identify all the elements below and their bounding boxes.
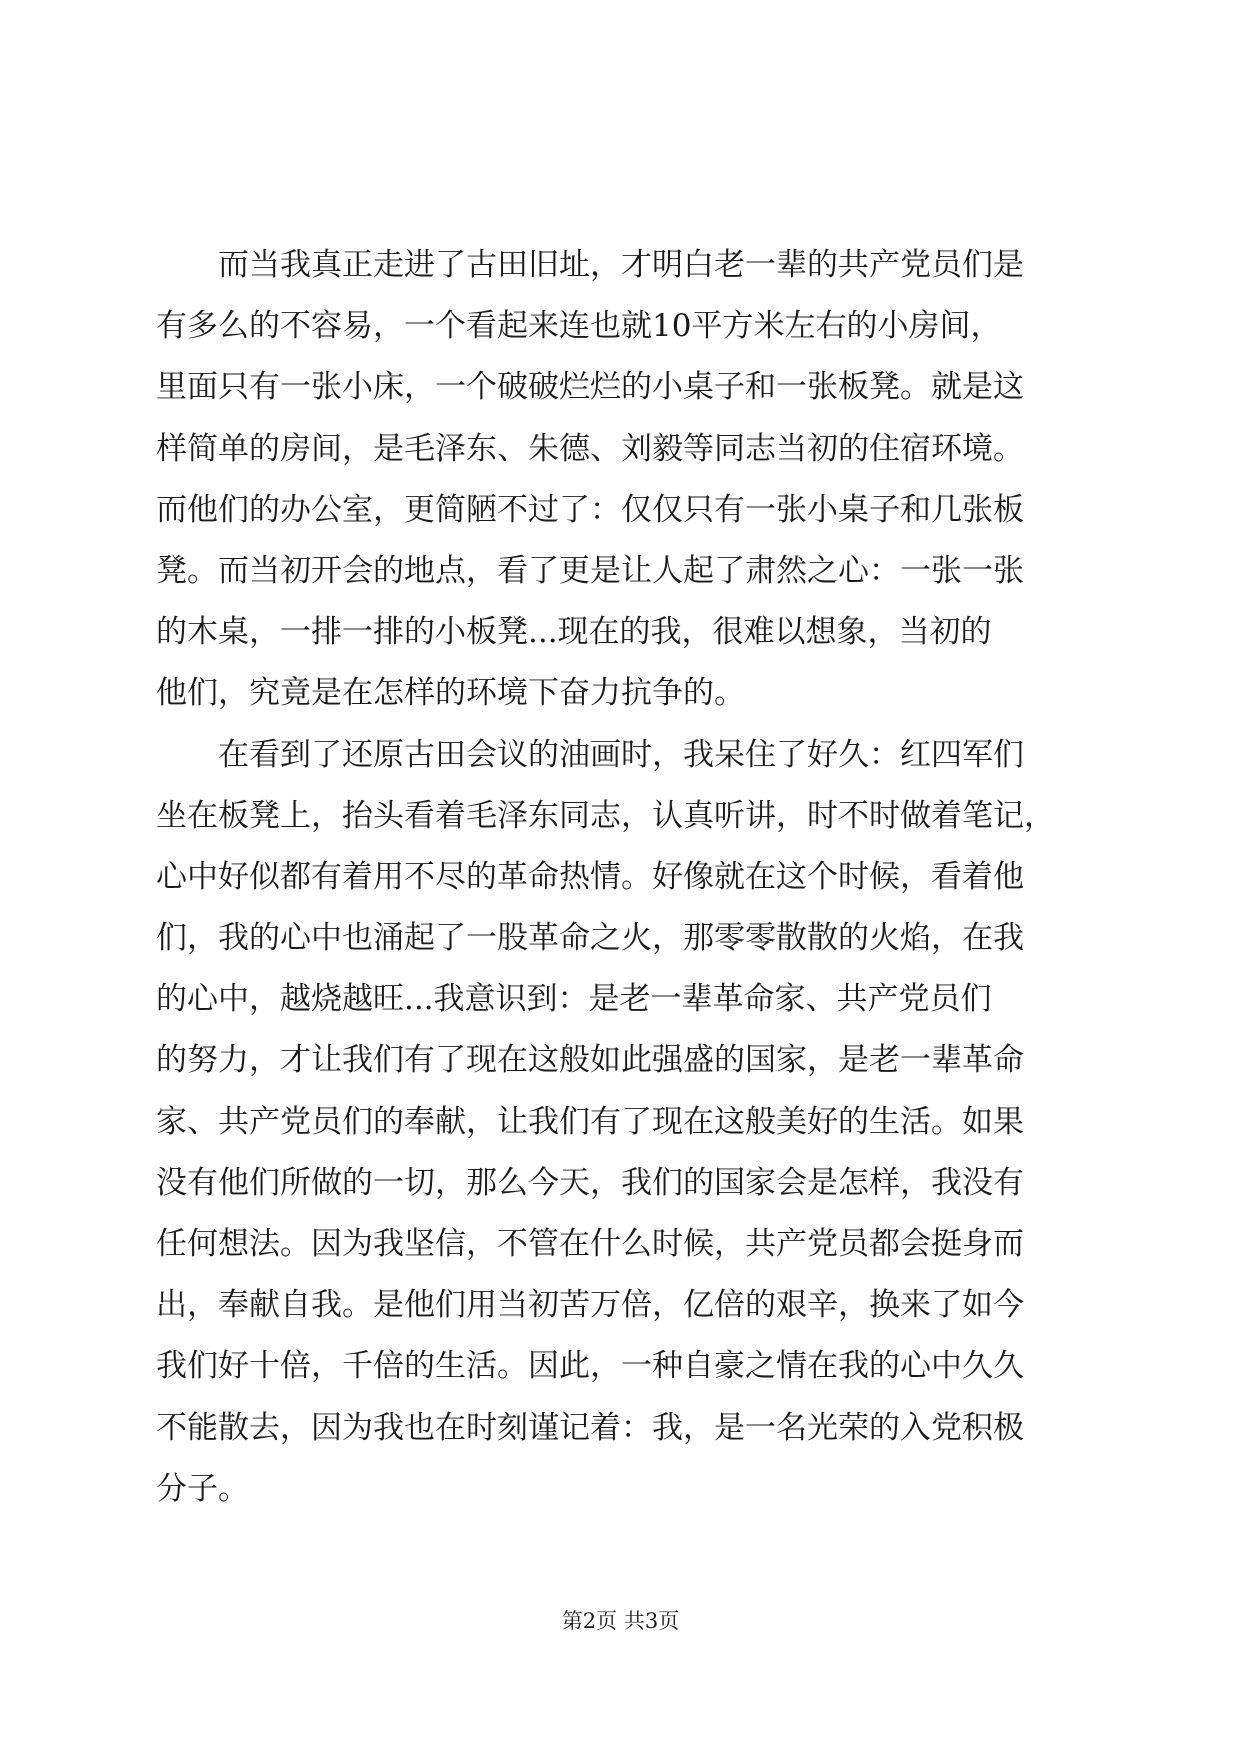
text-line: 不能散去，因为我也在时刻谨记着：我，是一名光荣的入党积极	[156, 1409, 1024, 1446]
text-line: 而他们的办公室，更简陋不过了：仅仅只有一张小桌子和几张板	[156, 491, 1024, 528]
text-line: 分子。	[156, 1470, 249, 1507]
text-line: 我们好十倍，千倍的生活。因此，一种自豪之情在我的心中久久	[156, 1348, 1024, 1385]
text-line: 在看到了还原古田会议的油画时，我呆住了好久：红四军们	[156, 736, 1024, 773]
body-text	[156, 235, 1091, 1520]
text-line: 的努力，才让我们有了现在这般如此强盛的国家，是老一辈革命	[156, 1042, 1024, 1079]
text-line: 们，我的心中也涌起了一股革命之火，那零零散散的火焰，在我	[156, 920, 1024, 957]
text-line: 有多么的不容易，一个看起来连也就10平方米左右的小房间，	[156, 308, 1002, 345]
text-line: 而当我真正走进了古田旧址，才明白老一辈的共产党员们是	[156, 247, 1024, 283]
page-number-label: 第2页 共3页	[561, 1609, 680, 1633]
text-line: 家、共产党员们的奉献，让我们有了现在这般美好的生活。如果	[156, 1103, 1024, 1140]
text-line: 没有他们所做的一切，那么今天，我们的国家会是怎样，我没有	[156, 1164, 1024, 1201]
text-line: 凳。而当初开会的地点，看了更是让人起了肃然之心：一张一张	[156, 552, 1024, 589]
page-footer	[0, 1606, 1241, 1636]
text-line: 坐在板凳上，抬头看着毛泽东同志，认真听讲，时不时做着笔记，	[156, 797, 1055, 834]
text-line: 样简单的房间，是毛泽东、朱德、刘毅等同志当初的住宿环境。	[156, 430, 1024, 467]
text-line: 的木桌，一排一排的小板凳...现在的我，很难以想象，当初的	[156, 614, 992, 651]
paragraph-1	[156, 235, 1091, 725]
text-line: 里面只有一张小床，一个破破烂烂的小桌子和一张板凳。就是这	[156, 369, 1024, 406]
text-line: 出，奉献自我。是他们用当初苦万倍，亿倍的艰辛，换来了如今	[156, 1287, 1024, 1324]
text-line: 心中好似都有着用不尽的革命热情。好像就在这个时候，看着他	[156, 858, 1024, 895]
text-line: 的心中，越烧越旺...我意识到：是老一辈革命家、共产党员们	[156, 981, 992, 1018]
text-line: 他们，究竟是在怎样的环境下奋力抗争的。	[156, 675, 745, 712]
text-line: 任何想法。因为我坚信，不管在什么时候，共产党员都会挺身而	[156, 1226, 1024, 1262]
paragraph-2	[156, 725, 1091, 1520]
